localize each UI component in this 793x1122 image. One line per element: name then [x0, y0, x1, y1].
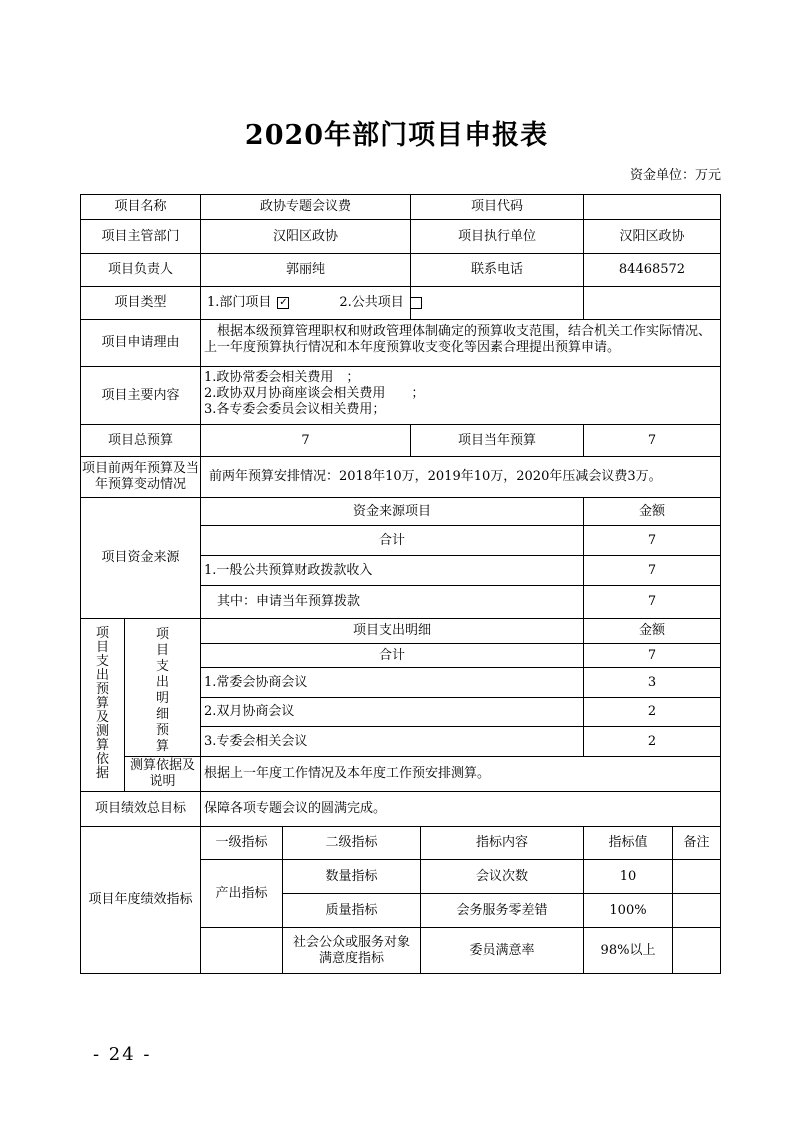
perf-level2: 社会公众或服务对象满意度指标 — [292, 934, 410, 966]
page-number: - 24 - — [93, 1044, 152, 1065]
funding-header-item: 资金来源项目 — [352, 503, 431, 519]
checkbox-checked-icon[interactable]: ✓ — [279, 297, 288, 308]
expense-row-amount: 2 — [647, 704, 657, 719]
perf-value: 10 — [619, 868, 637, 884]
perf-note — [673, 928, 720, 973]
perf-level2: 数量指标 — [325, 868, 378, 884]
perf-content: 会务服务零差错 — [456, 902, 548, 918]
phone-value: 84468572 — [618, 262, 686, 277]
checkbox-empty-icon[interactable] — [410, 297, 422, 309]
expense-outer-label-text: 项 目 支 出 预 算 及 测 算 依 据 — [95, 626, 109, 781]
expense-row-item: 2.双月协商会议 — [204, 704, 295, 719]
page-title: 2020年部门项目申报表 — [244, 120, 549, 151]
content-line-3: 3.各专委会委员会议相关费用； — [204, 402, 386, 417]
expense-inner-label-text: 项 目 支 出 明 细 预 算 — [155, 627, 169, 754]
type-option-dept: 1.部门项目 — [207, 295, 272, 310]
perf-content: 委员满意率 — [469, 942, 535, 958]
exec-unit-label: 项目执行单位 — [457, 228, 536, 244]
perf-header: 一级指标 — [215, 835, 268, 850]
perf-content: 会议次数 — [475, 868, 528, 884]
basis-label: 测算依据及说明 — [129, 758, 195, 789]
basis-text: 根据上一年度工作情况及本年度工作预安排测算。 — [204, 766, 491, 781]
expense-row-item: 1.常委会协商会议 — [204, 674, 308, 690]
expense-outer-label — [81, 625, 124, 783]
total-budget-label: 项目总预算 — [107, 432, 173, 448]
dept-label: 项目主管部门 — [101, 228, 180, 244]
owner-value: 郭丽纯 — [285, 262, 325, 277]
expense-header-item: 项目支出明细 — [352, 623, 431, 638]
perf-value: 98%以上 — [600, 942, 656, 958]
dept-value: 汉阳区政协 — [272, 228, 338, 244]
content-line-1: 1.政协常委会相关费用 ； — [204, 370, 360, 385]
owner-label: 项目负责人 — [107, 262, 173, 277]
project-code-label: 项目代码 — [470, 199, 523, 214]
funding-row-item: 1.一般公共预算财政拨款收入 — [204, 562, 373, 578]
perf-note — [673, 894, 720, 927]
project-code-value — [584, 195, 720, 219]
type-option-public: 2.公共项目 — [339, 295, 404, 310]
perf-header: 二级指标 — [325, 835, 378, 850]
exec-unit-value: 汉阳区政协 — [619, 228, 685, 244]
perf-header: 备注 — [683, 835, 710, 850]
type-options — [201, 287, 720, 319]
currency-unit: 资金单位：万元 — [629, 168, 721, 183]
perf-value: 100% — [609, 902, 647, 918]
content-line-2: 2.政协双月协商座谈会相关费用 ； — [204, 386, 425, 401]
funding-row-amount: 7 — [647, 594, 657, 609]
perf-goal-label: 项目绩效总目标 — [94, 801, 186, 816]
current-budget-value: 7 — [647, 432, 657, 448]
reason-text: 根据本级预算管理职权和财政管理体制确定的预算收支范围，结合机关工作实际情况、上一年度预算执行情况和本年度预算收支变化等因素合理提出预算申请。 — [204, 324, 712, 355]
total-budget-value: 7 — [301, 432, 310, 448]
expense-row-item: 合计 — [378, 647, 405, 663]
reason-label: 项目申请理由 — [101, 335, 180, 350]
current-budget-label: 项目当年预算 — [457, 432, 536, 448]
change-label: 项目前两年预算及当年预算变动情况 — [82, 461, 200, 492]
perf-header: 指标值 — [608, 835, 648, 850]
perf-level2: 质量指标 — [325, 902, 378, 918]
expense-header-amount: 金额 — [638, 623, 665, 638]
project-name-value: 政协专题会议费 — [259, 199, 351, 214]
content-list — [201, 370, 720, 424]
perf-annual-label: 项目年度绩效指标 — [88, 892, 193, 907]
expense-inner-label — [125, 627, 200, 754]
perf-goal-text: 保障各项专题会议的圆满完成。 — [204, 801, 387, 816]
perf-level1: 产出指标 — [215, 885, 268, 901]
content-label: 项目主要内容 — [101, 387, 180, 403]
type-label: 项目类型 — [114, 295, 167, 310]
funding-row-item: 其中：申请当年预算拨款 — [204, 594, 361, 609]
expense-row-amount: 3 — [647, 674, 657, 690]
funding-row-item: 合计 — [378, 532, 405, 548]
funding-row-amount: 7 — [647, 532, 657, 548]
expense-row-item: 3.专委会相关会议 — [204, 733, 308, 749]
expense-row-amount: 2 — [647, 733, 657, 749]
phone-label: 联系电话 — [470, 262, 523, 277]
expense-row-amount: 7 — [647, 647, 657, 663]
funding-row-amount: 7 — [647, 562, 657, 578]
funding-label: 项目资金来源 — [101, 550, 180, 565]
perf-note — [673, 860, 720, 893]
project-name-label: 项目名称 — [114, 199, 167, 214]
perf-header: 指标内容 — [475, 835, 528, 850]
change-text: 前两年预算安排情况：2018年10万，2019年10万，2020年压减会议费3万。 — [209, 469, 662, 484]
funding-header-amount: 金额 — [638, 503, 665, 519]
